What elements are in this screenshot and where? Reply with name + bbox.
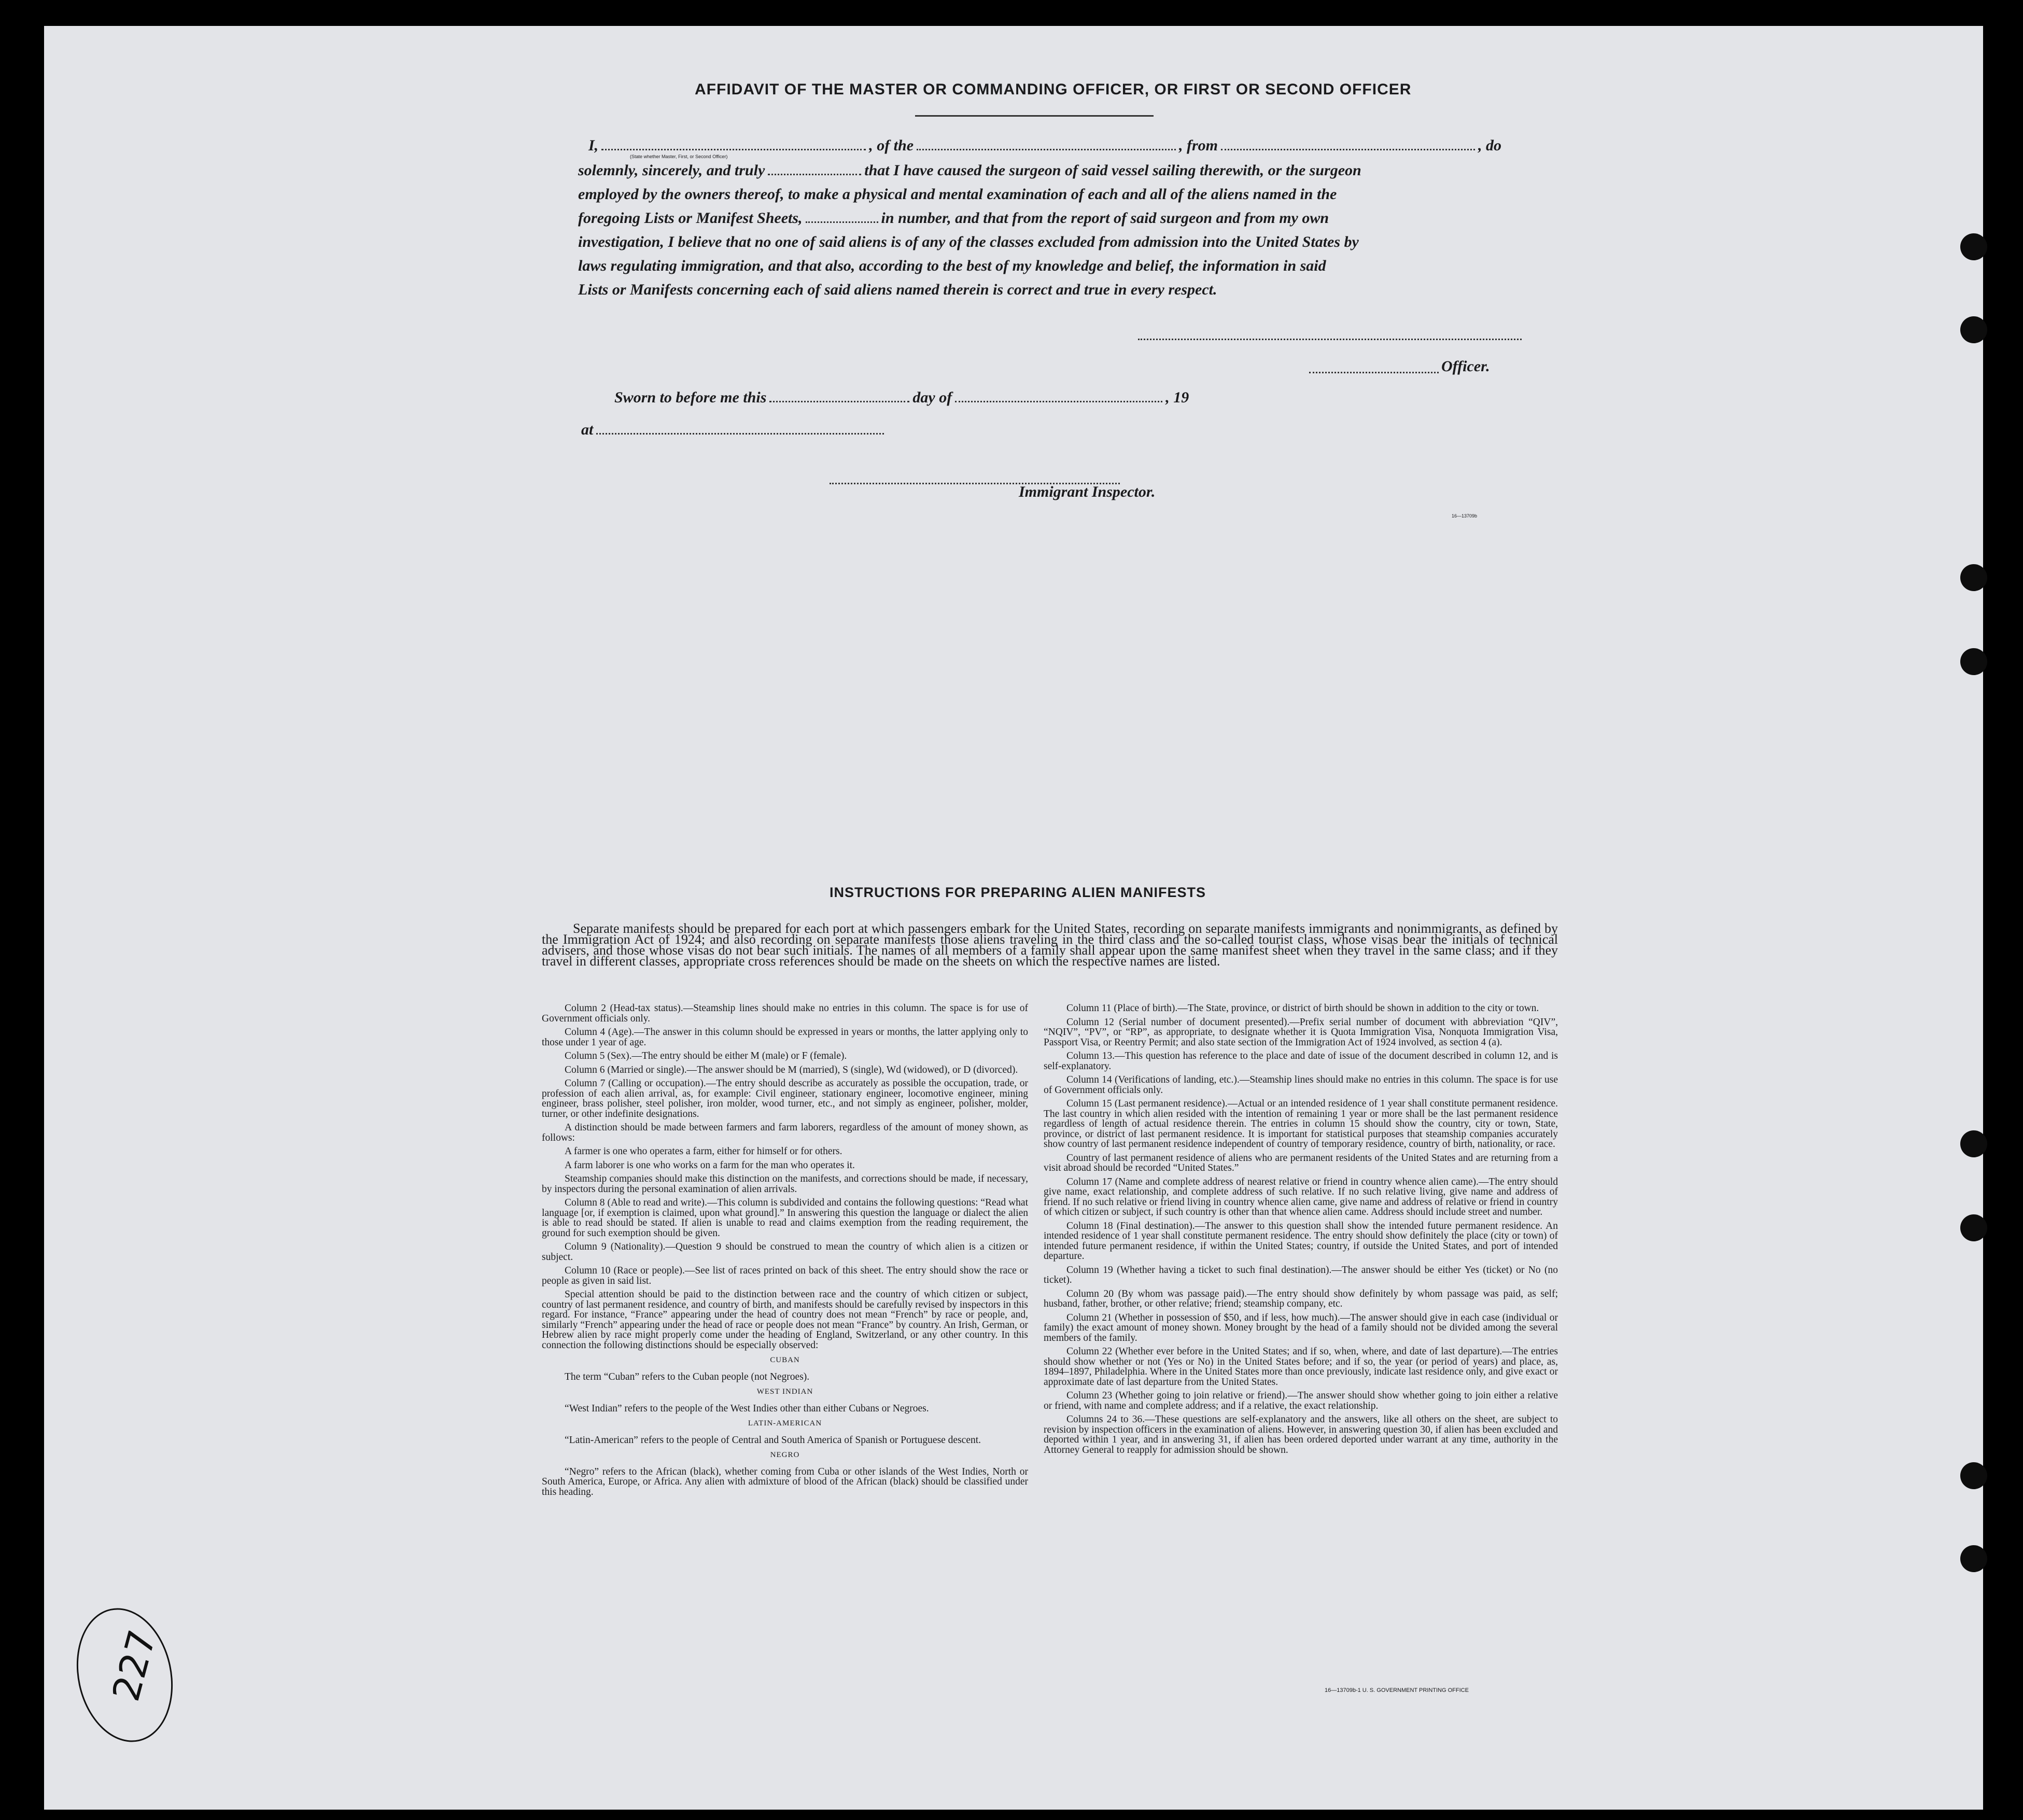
aliens-count-field[interactable] — [806, 221, 878, 223]
affidavit-line-1: I, , of the , from , do — [588, 137, 1502, 154]
oath-field[interactable] — [768, 174, 861, 175]
instructions-left-column: Column 2 (Head-tax status).—Steamship lines should make no entries in this column. The space is for use of Government officials only. Column 4 (Age).—The answer in this column should be expressed in years or months, the latter applying only to those under 1 year of age. Column 5 (Sex).—The entry should be either M (male) or F (female). Column 6 (Married or single).—The answer should be M (married), S (single), Wd (widowed), or D (divorced). Column 7 (Calling or occupation).—The entry should describe as accurately as possible the occupation, trade, or profession of each alien arrival, as, for example: Civil engineer, stationary engineer, locomotive engineer, mining engineer, brass polisher, steel polisher, iron molder, wood turner, etc., and not simply as engineer, polisher, molder, turner, or other indefinite designations. A distinction should be made between farmers and farm laborers, regardless of the amount of money shown, as follows: A farmer is one who operates a farm, either for himself or for others. A farm laborer is one who works on a farm for the man who operates it. Steamship companies should make this distinction on the manifests, and corrections should be made, if necessary, by inspectors during the personal examination of alien arrivals. Column 8 (Able to read and write).—This column is subdivided and contains the following questions: “Read what language [or, if exemption is claimed, upon what ground].” In answering this question the language or dialect the alien is able to read should be stated. If alien is unable to read and claims exemption from the reading requirement, the ground for such exemption should be given. Column 9 (Nationality).—Question 9 should be construed to mean the country of which alien is a citizen or subject. Column 10 (Race or people).—See list of races printed on back of this sheet. The entry should show the race or people as given in said list. Special attention should be paid to the distinction between race and the country of which citizen or subject, country of last permanent residence, and country of birth, and manifests should be carefully revised by inspectors in this regard. For instance, “France” appearing under the head of country does not mean “French” by race or people, and, similarly “French” appearing under the head of race or people does not mean “France” by country. An Irish, German, or Hebrew alien by race might properly come under the heading of England, Switzerland, or any other country. In this connection the following distinctions should be especially observed: CUBAN The term “Cuban” refers to the Cuban people (not Negroes). WEST INDIAN “West Indian” refers to the people of the West Indies other than either Cubans or Negroes. LATIN-AMERICAN “Latin-American” refers to the people of Central and South America of Spanish or Portuguese descent. NEGRO “Negro” refers to the African (black), whether coming from Cuba or other islands of the West Indies, North or South America, Europe, or Africa. Any alien with admixture of blood of the African (black) should be classified under this heading. — [542, 1003, 1028, 1497]
sworn-month-field[interactable] — [955, 401, 1162, 402]
signature-line[interactable] — [1138, 339, 1522, 340]
vessel-name-field[interactable] — [917, 149, 1176, 150]
heading-negro: NEGRO — [770, 1451, 800, 1459]
affidavit-line-5: investigation, I believe that no one of said aliens is of any of the classes excluded from admission into the United States by — [578, 233, 1359, 250]
title-underline — [915, 115, 1154, 117]
instructions-title: INSTRUCTIONS FOR PREPARING ALIEN MANIFESTS — [830, 885, 1206, 900]
officer-rank-field[interactable] — [601, 149, 866, 150]
punch-hole — [1960, 233, 1987, 260]
officer-label: Officer. — [1441, 358, 1490, 375]
affidavit-line-7: Lists or Manifests concerning each of said aliens named therein is correct and true in every respect. — [578, 281, 1217, 298]
punch-hole — [1960, 1214, 1987, 1241]
affidavit-line-2: solemnly, sincerely, and truly that I have caused the surgeon of said vessel sailing therewith, or the surgeon — [578, 162, 1361, 179]
affidavit-line-4: foregoing Lists or Manifest Sheets, in number, and that from the report of said surgeon and from my own — [578, 209, 1329, 227]
punch-hole — [1960, 1545, 1987, 1572]
instructions-intro: Separate manifests should be prepared for each port at which passengers embark for the United States, recording on separate manifests immigrants and nonimmigrants, as defined by the Immigration Act of 1924; and also recording on separate manifests those aliens traveling in the third class and the so-called tourist class, whose visas bear the initials of technical advisers, and those whose visas do not bear such initials. The names of all members of a family shall appear upon the same manifest sheet when they travel in the same class; and if they travel in different classes, appropriate cross references should be made on the sheets on which the respective names are listed. — [542, 921, 1558, 969]
instructions-right-column: Column 11 (Place of birth).—The State, province, or district of birth should be shown in addition to the city or town. Column 12 (Serial number of document presented).—Prefix serial number of document with abbreviation “QIV”, “NQIV”, “PV”, or “RP”, as appropriate, to designate whether it is Quota Immigration Visa, Nonquota Immigration Visa, Passport Visa, or Reentry Permit; and also state section of the Immigration Act of 1924 involved, as section 4 (a). Column 13.—This question has reference to the place and date of issue of the document described in column 12, and is self-explanatory. Column 14 (Verifications of landing, etc.).—Steamship lines should make no entries in this column. The space is for use of Government officials only. Column 15 (Last permanent residence).—Actual or an intended residence of 1 year shall constitute permanent residence. The last country in which alien resided with the intention of remaining 1 year or more shall be the last permanent residence regardless of length of actual residence therein. The entries in column 15 should show the country, city or town, State, province, or district of last permanent residence. It is important for statistical purposes that steamship companies accurately show country of last permanent residence independent of country of temporary residence, country of birth, nationality, or race. Country of last permanent residence of aliens who are permanent residents of the United States and are returning from a visit abroad should be recorded “United States.” Column 17 (Name and complete address of nearest relative or friend in country whence alien came).—The entry should give name, exact relationship, and complete address of such relative. If no such relative living, give name and address of friend. If no such relative or friend living in country whence alien came, give name and address of relative or friend in country of which citizen or subject, if such country is other than that whence alien came. Address should include street and number. Column 18 (Final destination).—The answer to this question shall show the intended future permanent residence. An intended residence of 1 year shall constitute permanent residence. The entry should show definitely the place (city or town) of intended future permanent residence, if within the United States; country, if outside the United States, and port of intended departure. Column 19 (Whether having a ticket to such final destination).—The answer should be either Yes (ticket) or No (no ticket). Column 20 (By whom was passage paid).—The entry should show definitely by whom passage was paid, as self; husband, father, brother, or other relative; friend; steamship company, etc. Column 21 (Whether in possession of $50, and if less, how much).—The answer should give in each case (individual or family) the exact amount of money shown. Money brought by the head of a family should not be divided among the several members of the family. Column 22 (Whether ever before in the United States; and if so, when, where, and date of last departure).—The entries should show whether or not (Yes or No) in the United States before; and if so, the year (or period of years) and place, as, 1894–1897, Philadelphia. Where in the United States more than once previously, indicate last residence only, and give exact or approximate date of last departure from the United States. Column 23 (Whether going to join relative or friend).—The answer should show whether going to join either a relative or friend, with name and complete address; and if a relative, the exact relationship. Columns 24 to 36.—These questions are self-explanatory and the answers, like all others on the sheet, are subject to revision by inspection officers in the examination of aliens. However, in answering question 30, if alien has been excluded and deported within 1 year, and in answering 31, if alien has been ordered deported under warrant at any time, authority in the Attorney General to reapply for admission should be shown. — [1044, 1003, 1558, 1455]
sworn-line: Sworn to before me this day of , 19 — [614, 389, 1189, 406]
at-line: at — [581, 421, 887, 439]
form-number: 16—13709b — [1452, 513, 1478, 519]
port-from-field[interactable] — [1221, 149, 1475, 150]
officer-name-line[interactable] — [1309, 372, 1439, 373]
affidavit-line-3: employed by the owners thereof, to make a physical and mental examination of each and all of the aliens named in the — [578, 186, 1337, 203]
inspector-label: Immigrant Inspector. — [1019, 483, 1156, 500]
affidavit-line-6: laws regulating immigration, and that also, according to the best of my knowledge and belief, the information in said — [578, 257, 1326, 274]
punch-hole — [1960, 1462, 1987, 1489]
punch-hole — [1960, 1130, 1987, 1157]
sworn-place-field[interactable] — [596, 433, 884, 435]
document-page — [44, 26, 1983, 1810]
handwritten-page-number: 227 — [104, 1625, 165, 1706]
printing-office-footer: 16—13709b-1 U. S. GOVERNMENT PRINTING OFFICE — [1325, 1687, 1469, 1693]
affidavit-title: AFFIDAVIT OF THE MASTER OR COMMANDING OFFICER, OR FIRST OR SECOND OFFICER — [695, 81, 1412, 98]
sworn-day-field[interactable] — [769, 401, 909, 402]
heading-west-indian: WEST INDIAN — [756, 1388, 813, 1396]
punch-hole — [1960, 564, 1987, 591]
heading-cuban: CUBAN — [770, 1356, 800, 1364]
punch-hole — [1960, 648, 1987, 675]
heading-latin-american: LATIN-AMERICAN — [748, 1419, 822, 1427]
punch-hole — [1960, 316, 1987, 343]
rank-field-note: (State whether Master, First, or Second Officer) — [630, 154, 728, 159]
